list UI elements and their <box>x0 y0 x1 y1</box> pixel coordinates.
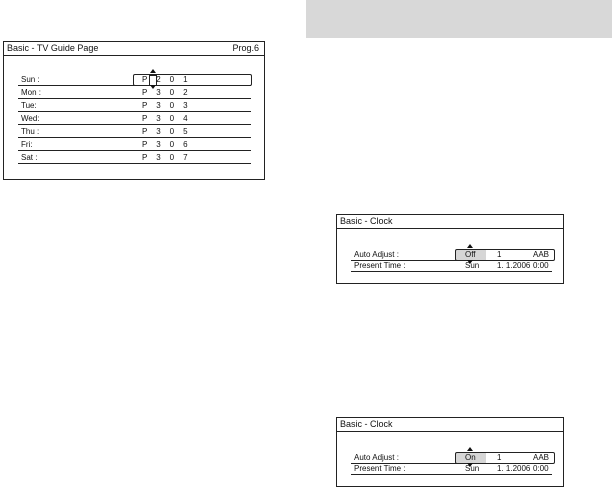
tv-row-mon[interactable] <box>18 88 251 99</box>
day-label: Thu : <box>21 127 40 136</box>
tv-guide-header <box>4 42 264 56</box>
station-value[interactable]: AAB <box>533 453 550 462</box>
time-value: 0:00 <box>533 261 549 270</box>
page-code[interactable]: P 3 0 6 <box>142 140 192 149</box>
page-title: Basic - TV Guide Page <box>7 43 99 53</box>
clock-panel-off <box>336 214 564 284</box>
prog-number: Prog.6 <box>232 43 259 53</box>
day-label: Fri: <box>21 140 33 149</box>
day-value: Sun <box>465 261 480 270</box>
day-label: Mon : <box>21 88 42 97</box>
clock-header <box>337 418 563 432</box>
tv-row-sun[interactable] <box>18 75 251 86</box>
channel-value[interactable]: 1 <box>497 453 502 462</box>
page-code[interactable]: P 2 0 1 <box>142 75 192 84</box>
page-code[interactable]: P 3 0 7 <box>142 153 192 162</box>
day-label: Tue: <box>21 101 37 110</box>
day-label: Wed: <box>21 114 40 123</box>
day-value: Sun <box>465 464 480 473</box>
present-time-row <box>351 464 552 475</box>
auto-adjust-row[interactable] <box>351 250 552 261</box>
auto-adjust-row[interactable] <box>351 453 552 464</box>
arrow-up-icon <box>467 447 473 451</box>
page-title: Basic - Clock <box>340 419 393 429</box>
date-value: 1. 1.2006 <box>497 261 531 270</box>
present-time-label: Present Time : <box>354 261 406 270</box>
clock-header <box>337 215 563 229</box>
time-value: 0:00 <box>533 464 549 473</box>
day-label: Sat : <box>21 153 38 162</box>
page-code[interactable]: P 3 0 4 <box>142 114 192 123</box>
section-header-bar <box>306 0 612 38</box>
page-code[interactable]: P 3 0 3 <box>142 101 192 110</box>
date-value: 1. 1.2006 <box>497 464 531 473</box>
page-code[interactable]: P 3 0 2 <box>142 88 192 97</box>
auto-adjust-value[interactable]: Off <box>465 250 476 259</box>
arrow-up-icon <box>150 69 156 73</box>
arrow-up-icon <box>467 244 473 248</box>
auto-adjust-label: Auto Adjust : <box>354 453 399 462</box>
tv-row-wed[interactable] <box>18 114 251 125</box>
day-label: Sun : <box>21 75 40 84</box>
present-time-label: Present Time : <box>354 464 406 473</box>
page-code[interactable]: P 3 0 5 <box>142 127 192 136</box>
tv-guide-panel <box>3 41 265 180</box>
page-title: Basic - Clock <box>340 216 393 226</box>
present-time-row <box>351 261 552 272</box>
channel-value[interactable]: 1 <box>497 250 502 259</box>
tv-row-fri[interactable] <box>18 140 251 151</box>
tv-row-sat[interactable] <box>18 153 251 164</box>
auto-adjust-label: Auto Adjust : <box>354 250 399 259</box>
auto-adjust-value[interactable]: On <box>465 453 476 462</box>
tv-row-tue[interactable] <box>18 101 251 112</box>
station-value[interactable]: AAB <box>533 250 550 259</box>
tv-row-thu[interactable] <box>18 127 251 138</box>
clock-panel-on <box>336 417 564 487</box>
